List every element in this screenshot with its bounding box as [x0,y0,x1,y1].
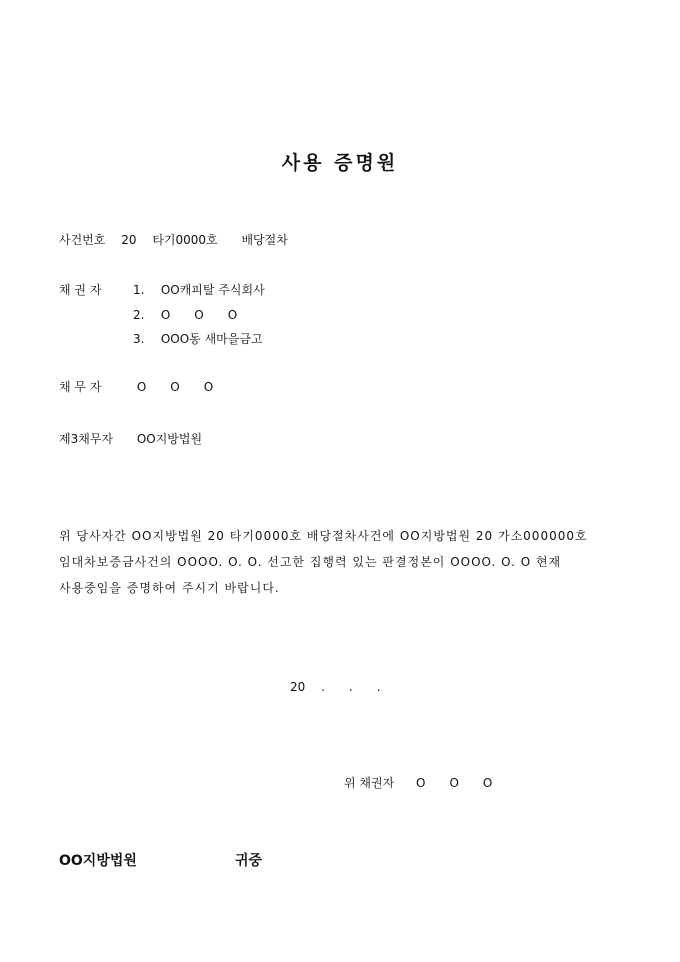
case-number-row [59,232,288,248]
paragraph-line: 사용중임을 증명하여 주시기 바랍니다. [59,581,280,595]
creditor-num: 3. [133,332,145,346]
debtor-name: O O O [136,380,214,394]
creditor-num: 2. [133,308,145,322]
debtor-row [59,379,213,395]
document-date: 20 . . . [290,680,381,694]
case-number: 타기0000호 [152,233,218,247]
creditor-item-3 [133,331,263,347]
addressee-honorific: 귀중 [235,853,263,869]
page-title: 사용 증명원 [281,152,399,174]
creditor-item-2 [133,307,237,323]
creditor-name: OO캐피탈 주식회사 [160,283,265,297]
request-paragraph [59,523,624,601]
signature-row [344,775,492,791]
creditor-name: O O O [160,308,238,322]
case-year: 20 [121,233,137,247]
creditor-item-1 [133,282,265,298]
third-debtor-label: 제3채무자 [59,432,114,446]
creditors-label: 채 권 자 [59,283,102,297]
paragraph-line: 위 당사자간 OO지방법원 20 타기0000호 배당절차사건에 OO지방법원 20 가소000000호 [59,529,588,543]
signature-label: 위 채권자 [344,776,395,790]
addressee-court: OO지방법원 [59,853,137,869]
case-type: 배당절차 [241,233,288,247]
paragraph-line: 임대차보증금사건의 OOOO. O. O. 선고한 집행력 있는 판결정본이 OOOO. O. O 현재 [59,555,562,569]
creditor-num: 1. [133,283,145,297]
creditor-name: OOO동 새마을금고 [160,332,263,346]
signature-name: O O O [416,776,493,790]
debtor-label: 채 무 자 [59,380,102,394]
third-debtor-row [59,431,202,447]
case-number-label: 사건번호 [59,233,106,247]
third-debtor-name: OO지방법원 [136,432,203,446]
